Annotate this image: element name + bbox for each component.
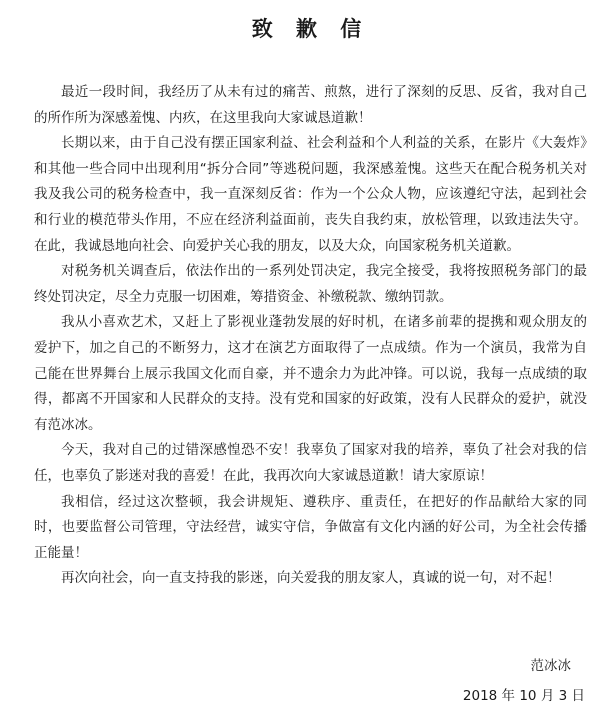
paragraph-1: 最近一段时间，我经历了从未有过的痛苦、煎熬，进行了深刻的反思、反省，我对自己的所作所为深感羞愧、内疚，在这里我向大家诚恳道歉！: [34, 84, 587, 126]
paragraph-6: 我相信，经过这次整顿，我会讲规矩、遵秩序、重责任，在把好的作品献给大家的同时，也要监督公司管理，守法经营，诚实守信，争做富有文化内涵的好公司，为全社会传播正能量！: [34, 493, 587, 561]
paragraph-4: 我从小喜欢艺术，又赶上了影视业蓬勃发展的好时机，在诸多前辈的提携和观众朋友的爱护下，加之自己的不断努力，这才在演艺方面取得了一点成绩。作为一个演员，我常为自己能在世界舞台上展示我国文化而自豪，并不遗余力为此冲锋。可以说，我每一点成绩的取得，都离不开国家和人民群众的支持。没有党和国家的好政策，没有人民群众的爱护，就没有范冰冰。: [34, 314, 587, 433]
paragraph-2: 长期以来，由于自己没有摆正国家利益、社会利益和个人利益的关系，在影片《大轰炸》和其他一些合同中出现利用“拆分合同”等逃税问题，我深感羞愧。这些天在配合税务机关对我及我公司的税务检查中，我一直深刻反省：作为一个公众人物，应该遵纪守法，起到社会和行业的模范带头作用，不应在经济利益面前，丧失自我约束，放松管理，以致违法失守。在此，我诚恳地向社会、向爱护关心我的朋友，以及大众，向国家税务机关道歉。: [34, 135, 587, 254]
paragraph-7: 再次向社会，向一直支持我的影迷，向关爱我的朋友家人，真诚的说一句，对不起！: [61, 570, 561, 587]
letter-date: 2018 年 10 月 3 日: [462, 688, 585, 704]
paragraph-5: 今天，我对自己的过错深感惶恐不安！我辜负了国家对我的培养，辜负了社会对我的信任，也辜负了影迷对我的喜爱！在此，我再次向大家诚恳道歉！请大家原谅！: [34, 442, 587, 484]
letter-body: [34, 80, 587, 592]
paragraph-3: 对税务机关调查后，依法作出的一系列处罚决定，我完全接受，我将按照税务部门的最终处罚决定，尽全力克服一切困难，筹措资金、补缴税款、缴纳罚款。: [34, 263, 587, 305]
signature: 范冰冰: [530, 658, 571, 674]
letter-title: 致 歉 信: [251, 17, 370, 41]
